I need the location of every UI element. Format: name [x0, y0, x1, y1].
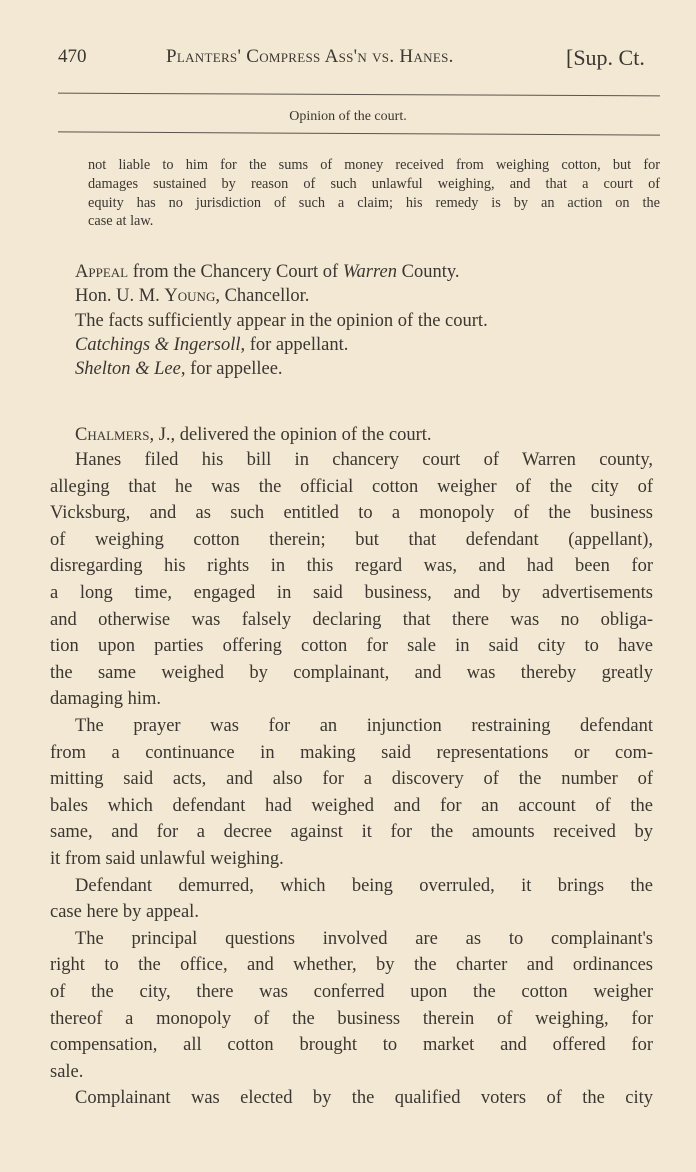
headnote-line: equity has no jurisdiction of such a claim; his remedy is by an action on the — [88, 195, 660, 211]
opinion-intro: Chalmers, J., delivered the opinion of the court. — [75, 425, 432, 445]
opinion-line: damaging him. — [50, 689, 161, 710]
opinion-line: Defendant demurred, which being overruled, it brings the — [75, 875, 653, 896]
opinion-line: case here by appeal. — [50, 902, 199, 923]
headnote-line: case at law. — [88, 213, 154, 229]
opinion-line: The prayer was for an injunction restraining defendant — [75, 716, 653, 736]
appeal-line: Appeal from the Chancery Court of Warren County. — [75, 262, 460, 282]
opinion-line: of weighing cotton therein; but that defendant (appellant), — [50, 529, 653, 550]
headnote-line: not liable to him for the sums of money received from weighing cotton, but for — [88, 157, 660, 173]
headnote-line: damages sustained by reason of such unlawful weighing, and that a court of — [88, 176, 660, 192]
opinion-line: from a continuance in making said representations or com- — [50, 742, 653, 763]
appellee-counsel: Shelton & Lee, for appellee. — [75, 359, 283, 379]
opinion-line: compensation, all cotton brought to market and offered for — [50, 1035, 653, 1056]
subheading-rule — [58, 131, 660, 135]
opinion-line: of the city, there was conferred upon the cotton weigher — [50, 982, 653, 1002]
opinion-line: Vicksburg, and as such entitled to a monopoly of the business — [50, 503, 653, 524]
court-label: [Sup. Ct. — [566, 45, 645, 70]
page-number: 470 — [58, 46, 87, 67]
opinion-line: sale. — [50, 1061, 84, 1082]
opinion-line: mitting said acts, and also for a discovery of the number of — [50, 769, 653, 790]
opinion-line: and otherwise was falsely declaring that there was no obliga- — [50, 609, 653, 630]
opinion-line: disregarding his rights in this regard was, and had been for — [50, 556, 653, 577]
opinion-line: Complainant was elected by the qualified voters of the city — [75, 1088, 653, 1109]
opinion-line: it from said unlawful weighing. — [50, 849, 284, 869]
running-title: Planters' Compress Ass'n vs. Hanes. — [166, 46, 454, 67]
opinion-line: the same weighed by complainant, and was thereby greatly — [50, 662, 653, 683]
opinion-line: alleging that he was the official cotton weigher of the city of — [50, 476, 653, 497]
opinion-line: tion upon parties offering cotton for sale in said city to have — [50, 636, 653, 657]
opinion-line: The principal questions involved are as to complainant's — [75, 928, 653, 949]
opinion-line: Hanes filed his bill in chancery court of Warren county, — [75, 450, 653, 470]
opinion-line: a long time, engaged in said business, and by advertisements — [50, 583, 653, 603]
appellant-counsel: Catchings & Ingersoll, for appellant. — [75, 335, 349, 355]
chancellor-line: Hon. U. M. Young, Chancellor. — [75, 286, 310, 306]
section-subheading: Opinion of the court. — [289, 109, 407, 124]
opinion-line: bales which defendant had weighed and for an account of the — [50, 795, 653, 816]
facts-line: The facts sufficiently appear in the opinion of the court. — [75, 311, 488, 331]
opinion-line: right to the office, and whether, by the charter and ordinances — [50, 955, 653, 976]
opinion-line: thereof a monopoly of the business therein of weighing, for — [50, 1008, 653, 1029]
header-rule — [58, 93, 660, 97]
opinion-line: same, and for a decree against it for the amounts received by — [50, 822, 653, 843]
